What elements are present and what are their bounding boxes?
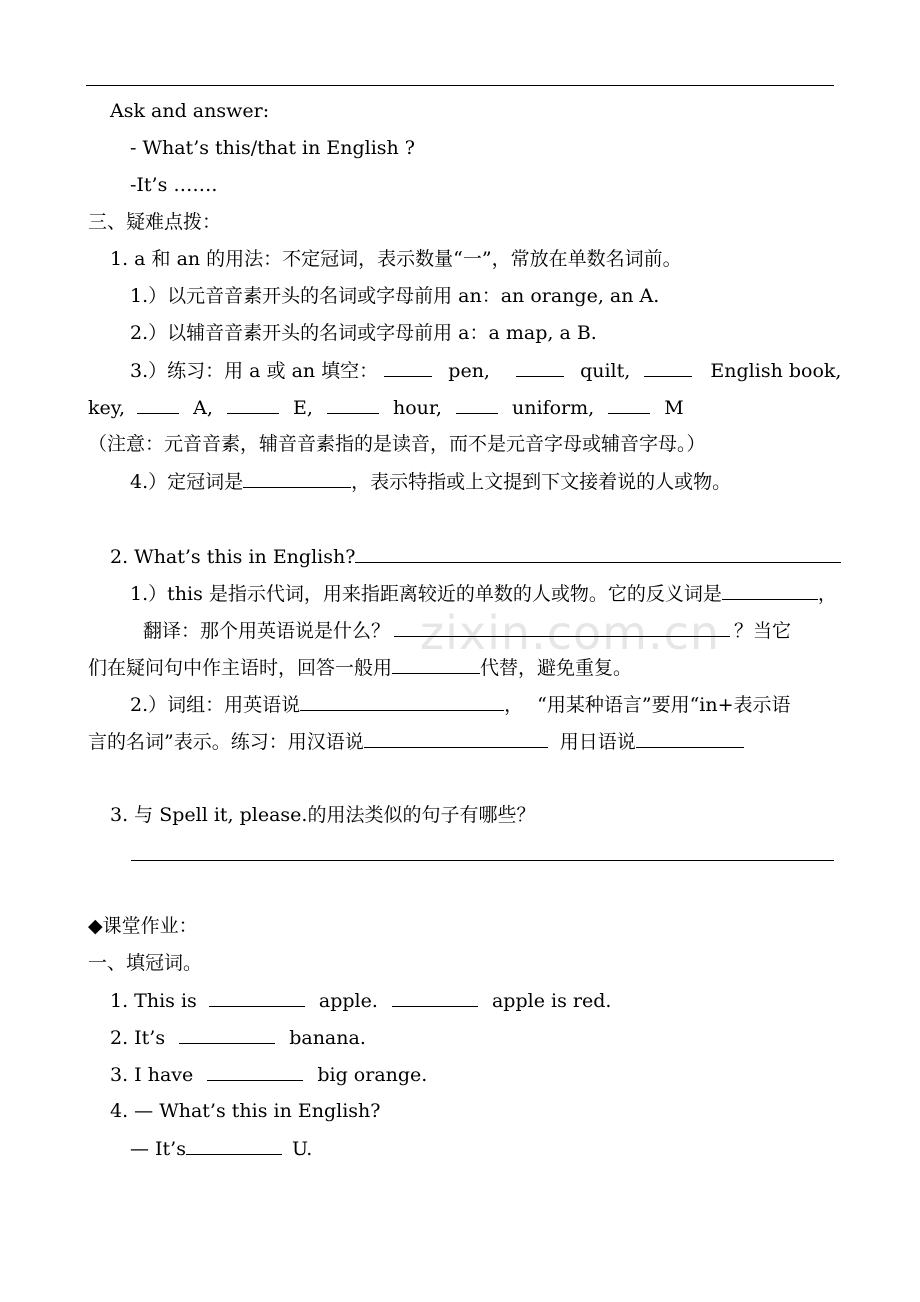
point-3-title: 3. 与 Spell it, please.的用法类似的句子有哪些？ — [110, 804, 536, 826]
blank-antonym[interactable] — [722, 581, 818, 600]
word-A: A, — [193, 397, 213, 419]
q4-suffix: U. — [291, 1138, 313, 1160]
homework-section: 一、填冠词。 — [88, 952, 203, 974]
top-rule — [86, 85, 834, 86]
blank-pronoun[interactable] — [392, 655, 480, 674]
point-1-rule-2: 2.）以辅音音素开头的名词或字母前用 a：a map, a B. — [130, 322, 597, 344]
point-2-title: 2. What’s this in English? — [110, 546, 356, 568]
phrase-rule: “用某种语言”要用“in+表示语 — [537, 694, 791, 716]
section-three-heading: 三、疑难点拨： — [88, 211, 222, 233]
blank-definite-article[interactable] — [243, 469, 351, 488]
blank-in-japanese[interactable] — [636, 729, 744, 748]
phrase-comma: ， — [504, 694, 524, 716]
point-2-sub-1-line3 — [88, 655, 632, 680]
q4-prefix: — It’s — [130, 1138, 186, 1160]
word-quilt: quilt, — [580, 360, 631, 382]
word-hour: hour, — [392, 397, 442, 419]
blank-q3[interactable] — [207, 1062, 303, 1081]
blank-E[interactable] — [227, 395, 279, 414]
ask-question: - What’s this/that in English ? — [130, 137, 415, 159]
point-3-answer-line[interactable] — [131, 860, 834, 861]
blank-q2[interactable] — [179, 1025, 275, 1044]
q3-prefix: 3. I have — [110, 1064, 194, 1086]
word-english-book: English book, — [710, 360, 842, 382]
phrase-prompt: 2.）词组：用英语说 — [130, 694, 301, 716]
word-key: key, — [88, 397, 126, 419]
this-explanation: 1.）this 是指示代词，用来指距离较近的单数的人或物。它的反义词是 — [130, 583, 722, 605]
practice-japanese-prompt: 用日语说 — [559, 731, 636, 753]
point-1-definite-article — [130, 469, 731, 494]
homework-q4-answer — [130, 1136, 312, 1161]
point-2-title-line — [110, 544, 841, 569]
homework-q3 — [110, 1062, 427, 1087]
point-1-note: （注意：元音音素，辅音音素指的是读音，而不是元音字母或辅音字母。） — [88, 433, 706, 455]
point-1-exercise-line2 — [88, 395, 684, 420]
blank-uniform[interactable] — [456, 395, 498, 414]
blank-in-chinese[interactable] — [364, 729, 548, 748]
translate-suffix: ？当它 — [734, 620, 792, 642]
q3-suffix: big orange. — [317, 1064, 428, 1086]
blank-english-book[interactable] — [644, 358, 692, 377]
blank-in-english[interactable] — [300, 692, 504, 711]
point-2-sub-2-line2 — [88, 729, 744, 754]
comma: ， — [817, 583, 837, 605]
definite-article-label: 4.）定冠词是 — [130, 471, 244, 493]
point-2-sub-2-line1 — [130, 692, 791, 717]
pronoun-prompt: 们在疑问句中作主语时，回答一般用 — [88, 657, 393, 679]
definite-article-desc: ，表示特指或上文提到下文接着说的人或物。 — [351, 471, 732, 493]
blank-A[interactable] — [137, 395, 179, 414]
word-M: M — [664, 397, 684, 419]
homework-q1 — [110, 988, 611, 1013]
pronoun-suffix: 代替，避免重复。 — [480, 657, 633, 679]
practice-chinese-prompt: 言的名词”表示。练习：用汉语说 — [88, 731, 364, 753]
point-2-sub-1-line1 — [130, 581, 837, 606]
q2-suffix: banana. — [289, 1027, 366, 1049]
blank-quilt[interactable] — [516, 358, 564, 377]
q2-prefix: 2. It’s — [110, 1027, 166, 1049]
point-1-rule-1: 1.）以元音音素开头的名词或字母前用 an：an orange, an A. — [130, 285, 660, 307]
watermark: zixin.com.cn — [420, 606, 721, 660]
ask-answer-heading: Ask and answer: — [110, 100, 270, 122]
ask-answer: -It’s ……. — [130, 174, 218, 196]
q1-suffix: apple is red. — [491, 990, 612, 1012]
blank-q1-b[interactable] — [392, 988, 478, 1007]
word-uniform: uniform, — [512, 397, 595, 419]
homework-q2 — [110, 1025, 366, 1050]
q1-prefix: 1. This is — [110, 990, 197, 1012]
point-2-sub-1-line2 — [143, 618, 791, 643]
translate-prompt: 翻译：那个用英语说是什么？ — [143, 620, 391, 642]
blank-q4[interactable] — [186, 1136, 282, 1155]
blank-M[interactable] — [608, 395, 650, 414]
word-pen: pen, — [448, 360, 490, 382]
word-E: E, — [292, 397, 313, 419]
blank-hour[interactable] — [327, 395, 379, 414]
blank-q1-a[interactable] — [209, 988, 305, 1007]
blank-point-2-answer[interactable] — [355, 544, 841, 563]
blank-pen[interactable] — [384, 358, 432, 377]
homework-title: ◆课堂作业： — [88, 915, 198, 937]
point-1-exercise-line1 — [130, 358, 841, 383]
exercise-prompt: 3.）练习：用 a 或 an 填空： — [130, 360, 379, 382]
homework-q4-question: 4. — What’s this in English? — [110, 1100, 381, 1122]
blank-translation[interactable] — [394, 618, 730, 637]
q1-apple: apple. — [318, 990, 378, 1012]
point-1-title: 1. a 和 an 的用法：不定冠词，表示数量“一”，常放在单数名词前。 — [110, 248, 682, 270]
